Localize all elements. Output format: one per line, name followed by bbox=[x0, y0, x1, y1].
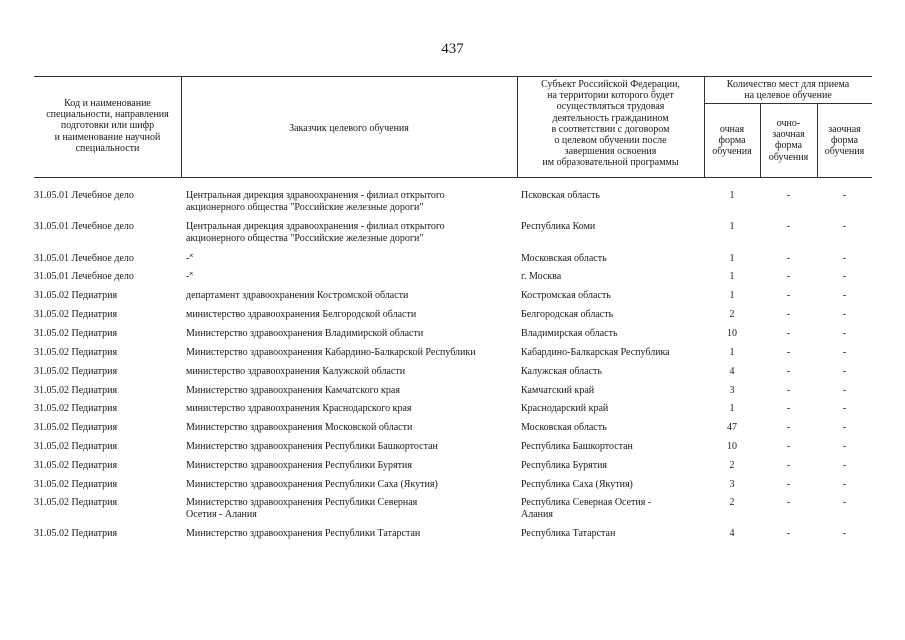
region-cell: Республика Саха (Якутия) bbox=[521, 479, 633, 490]
extramural-places-cell: - bbox=[842, 497, 847, 508]
region-cell: Московская область bbox=[521, 253, 607, 264]
header-part-time: очно- заочная форма обучения bbox=[768, 118, 809, 163]
region-cell: Владимирская область bbox=[521, 328, 618, 339]
full-time-places-cell: 10 bbox=[727, 328, 737, 339]
region-cell: г. Москва bbox=[521, 271, 562, 282]
region-cell: Республика Бурятия bbox=[521, 460, 608, 471]
extramural-places-cell: - bbox=[842, 309, 847, 320]
customer-cell: Министерство здравоохранения Владимирской области bbox=[186, 328, 424, 339]
customer-cell: департамент здравоохранения Костромской области bbox=[186, 290, 409, 301]
specialty-cell: 31.05.02 Педиатрия bbox=[34, 497, 118, 508]
customer-cell: Министерство здравоохранения Московской области bbox=[186, 422, 413, 433]
customer-cell: министерство здравоохранения Калужской области bbox=[186, 366, 406, 377]
region-cell: Республика Татарстан bbox=[521, 528, 616, 539]
customer-cell: Министерство здравоохранения Республики Бурятия bbox=[186, 460, 412, 471]
part-time-places-cell: - bbox=[786, 441, 791, 452]
specialty-cell: 31.05.02 Педиатрия bbox=[34, 347, 118, 358]
extramural-places-cell: - bbox=[842, 528, 847, 539]
header-extramural: заочная форма обучения bbox=[824, 124, 865, 158]
part-time-places-cell: - bbox=[786, 479, 791, 490]
region-cell: Краснодарский край bbox=[521, 403, 609, 414]
customer-cell: министерство здравоохранения Краснодарского края bbox=[186, 403, 412, 414]
specialty-cell: 31.05.01 Лечебное дело bbox=[34, 221, 134, 232]
header-bottom-rule bbox=[34, 177, 872, 178]
specialty-cell: 31.05.02 Педиатрия bbox=[34, 460, 118, 471]
extramural-places-cell: - bbox=[842, 403, 847, 414]
customer-cell: Министерство здравоохранения Камчатского края bbox=[186, 385, 400, 396]
customer-cell: -˟ bbox=[186, 253, 194, 264]
specialty-cell: 31.05.02 Педиатрия bbox=[34, 366, 118, 377]
customer-cell: Министерство здравоохранения Республики Северная Осетия - Алания bbox=[186, 497, 418, 520]
full-time-places-cell: 1 bbox=[729, 347, 735, 358]
header-specialty: Код и наименование специальности, направления подготовки или шифр и наименование научной специальности bbox=[46, 98, 169, 154]
specialty-cell: 31.05.02 Педиатрия bbox=[34, 422, 118, 433]
region-cell: Республика Коми bbox=[521, 221, 596, 232]
extramural-places-cell: - bbox=[842, 441, 847, 452]
page-number: 437 bbox=[441, 41, 464, 57]
part-time-places-cell: - bbox=[786, 290, 791, 301]
part-time-places-cell: - bbox=[786, 309, 791, 320]
specialty-cell: 31.05.01 Лечебное дело bbox=[34, 190, 134, 201]
region-cell: Камчатский край bbox=[521, 385, 595, 396]
full-time-places-cell: 1 bbox=[729, 271, 735, 282]
extramural-places-cell: - bbox=[842, 460, 847, 471]
region-cell: Костромская область bbox=[521, 290, 611, 301]
full-time-places-cell: 3 bbox=[729, 479, 735, 490]
customer-cell: Министерство здравоохранения Республики Башкортостан bbox=[186, 441, 438, 452]
part-time-places-cell: - bbox=[786, 328, 791, 339]
full-time-places-cell: 1 bbox=[729, 403, 735, 414]
specialty-cell: 31.05.02 Педиатрия bbox=[34, 528, 118, 539]
extramural-places-cell: - bbox=[842, 271, 847, 282]
full-time-places-cell: 3 bbox=[729, 385, 735, 396]
header-region: Субъект Российской Федерации, на территории которого будет осуществляться трудовая деятельность гражданином в соответствии с договором о целевом обучении после завершения освоения им образовательной программы bbox=[541, 79, 680, 169]
region-cell: Кабардино-Балкарская Республика bbox=[521, 347, 670, 358]
customer-cell: Министерство здравоохранения Республики Татарстан bbox=[186, 528, 421, 539]
full-time-places-cell: 10 bbox=[727, 441, 737, 452]
part-time-places-cell: - bbox=[786, 528, 791, 539]
specialty-cell: 31.05.02 Педиатрия bbox=[34, 290, 118, 301]
customer-cell: -˟ bbox=[186, 271, 194, 282]
extramural-places-cell: - bbox=[842, 253, 847, 264]
extramural-places-cell: - bbox=[842, 290, 847, 301]
part-time-places-cell: - bbox=[786, 497, 791, 508]
full-time-places-cell: 2 bbox=[729, 309, 735, 320]
region-cell: Республика Башкортостан bbox=[521, 441, 633, 452]
extramural-places-cell: - bbox=[842, 221, 847, 232]
extramural-places-cell: - bbox=[842, 190, 847, 201]
specialty-cell: 31.05.01 Лечебное дело bbox=[34, 253, 134, 264]
extramural-places-cell: - bbox=[842, 385, 847, 396]
header-places: Количество мест для приема на целевое обучение bbox=[726, 79, 850, 102]
specialty-cell: 31.05.01 Лечебное дело bbox=[34, 271, 134, 282]
specialty-cell: 31.05.02 Педиатрия bbox=[34, 309, 118, 320]
part-time-places-cell: - bbox=[786, 385, 791, 396]
part-time-places-cell: - bbox=[786, 253, 791, 264]
table-top-rule bbox=[34, 76, 872, 77]
part-time-places-cell: - bbox=[786, 190, 791, 201]
customer-cell: Центральная дирекция здравоохранения - филиал открытого акционерного общества "Российские железные дороги" bbox=[186, 221, 445, 244]
region-cell: Республика Северная Осетия - Алания bbox=[521, 497, 652, 520]
specialty-cell: 31.05.02 Педиатрия bbox=[34, 441, 118, 452]
extramural-places-cell: - bbox=[842, 347, 847, 358]
region-cell: Калужская область bbox=[521, 366, 602, 377]
full-time-places-cell: 4 bbox=[729, 528, 735, 539]
extramural-places-cell: - bbox=[842, 328, 847, 339]
full-time-places-cell: 1 bbox=[729, 253, 735, 264]
specialty-cell: 31.05.02 Педиатрия bbox=[34, 479, 118, 490]
part-time-places-cell: - bbox=[786, 403, 791, 414]
region-cell: Белгородская область bbox=[521, 309, 614, 320]
specialty-cell: 31.05.02 Педиатрия bbox=[34, 385, 118, 396]
customer-cell: министерство здравоохранения Белгородской области bbox=[186, 309, 417, 320]
region-cell: Московская область bbox=[521, 422, 607, 433]
part-time-places-cell: - bbox=[786, 271, 791, 282]
full-time-places-cell: 47 bbox=[727, 422, 737, 433]
part-time-places-cell: - bbox=[786, 347, 791, 358]
region-cell: Псковская область bbox=[521, 190, 600, 201]
part-time-places-cell: - bbox=[786, 460, 791, 471]
part-time-places-cell: - bbox=[786, 422, 791, 433]
full-time-places-cell: 1 bbox=[729, 190, 735, 201]
header-full-time: очная форма обучения bbox=[712, 124, 752, 158]
part-time-places-cell: - bbox=[786, 221, 791, 232]
header-customer: Заказчик целевого обучения bbox=[289, 123, 409, 134]
full-time-places-cell: 2 bbox=[729, 497, 735, 508]
full-time-places-cell: 1 bbox=[729, 221, 735, 232]
part-time-places-cell: - bbox=[786, 366, 791, 377]
extramural-places-cell: - bbox=[842, 479, 847, 490]
specialty-cell: 31.05.02 Педиатрия bbox=[34, 403, 118, 414]
customer-cell: Министерство здравоохранения Кабардино-Балкарской Республики bbox=[186, 347, 476, 358]
full-time-places-cell: 2 bbox=[729, 460, 735, 471]
customer-cell: Министерство здравоохранения Республики Саха (Якутия) bbox=[186, 479, 438, 490]
extramural-places-cell: - bbox=[842, 366, 847, 377]
extramural-places-cell: - bbox=[842, 422, 847, 433]
full-time-places-cell: 1 bbox=[729, 290, 735, 301]
full-time-places-cell: 4 bbox=[729, 366, 735, 377]
customer-cell: Центральная дирекция здравоохранения - филиал открытого акционерного общества "Российские железные дороги" bbox=[186, 190, 445, 213]
specialty-cell: 31.05.02 Педиатрия bbox=[34, 328, 118, 339]
places-subheader-rule bbox=[704, 103, 872, 104]
